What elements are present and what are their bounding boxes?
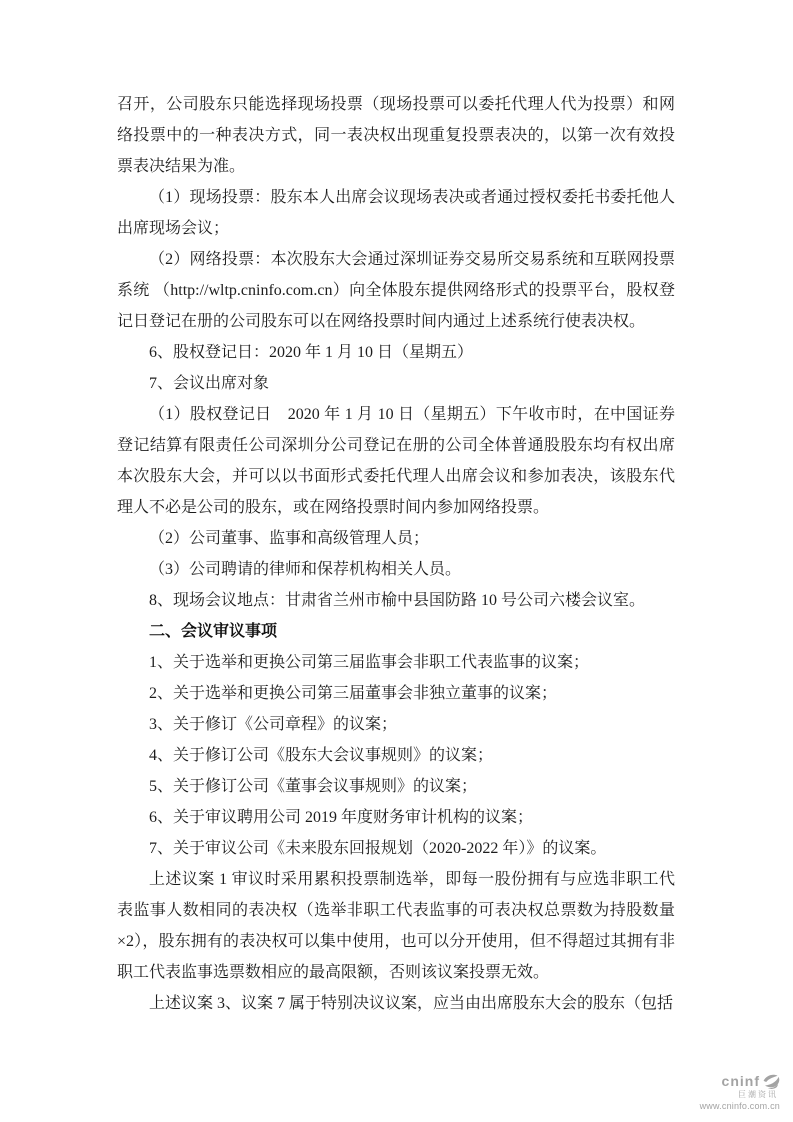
paragraph: 4、关于修订公司《股东大会议事规则》的议案； [149,747,494,764]
paragraph: 1、关于选举和更换公司第三届监事会非职工代表监事的议案； [149,654,590,671]
paragraph: 上述议案 3、议案 7 属于特别决议议案，应当由出席股东大会的股东（包括 [149,995,674,1012]
paragraph: 8、现场会议地点：甘肃省兰州市榆中县国防路 10 号公司六楼会议室。 [149,592,646,609]
cninfo-url-text: www.cninfo.com.cn [699,1101,780,1111]
paragraph: （2）网络投票：本次股东大会通过深圳证券交易所交易系统和互联网投票系统 （http://wltp.cninfo.com.cn）向全体股东提供网络形式的投票平台，股权登记日登记在册的公司股东可以在网络投票时间内通过上述系统行使表决权。 [117,251,675,330]
cninfo-brand-text: cninf [721,1073,760,1089]
cninfo-swirl-icon [762,1073,780,1089]
paragraph: 6、股权登记日：2020 年 1 月 10 日（星期五） [149,344,474,361]
paragraph: 5、关于修订公司《董事会议事规则》的议案； [149,778,478,795]
paragraph: 2、关于选举和更换公司第三届董事会非独立董事的议案； [149,685,558,702]
cninfo-caption-text: 巨潮资讯 [738,1090,778,1099]
paragraph: 6、关于审议聘用公司 2019 年度财务审计机构的议案； [149,809,534,826]
paragraph: （1）现场投票：股东本人出席会议现场表决或者通过授权委托书委托他人出席现场会议； [117,189,675,237]
paragraph: 召开，公司股东只能选择现场投票（现场投票可以委托代理人代为投票）和网络投票中的一种表决方式，同一表决权出现重复投票表决的，以第一次有效投票表决结果为准。 [117,96,675,175]
paragraph: 7、会议出席对象 [149,375,270,392]
paragraph: 7、关于审议公司《未来股东回报规划（2020-2022 年）》的议案。 [149,840,607,857]
document-body [117,89,675,1019]
cninfo-logo [700,1073,780,1112]
section-heading: 二、会议审议事项 [149,623,278,640]
paragraph: （2）公司董事、监事和高级管理人员； [149,530,430,547]
paragraph: 3、关于修订《公司章程》的议案； [149,716,398,733]
cninfo-brand-row [700,1073,780,1089]
paragraph: 上述议案 1 审议时采用累积投票制选举，即每一股份拥有与应选非职工代表监事人数相同的表决权（选举非职工代表监事的可表决权总票数为持股数量×2），股东拥有的表决权可以集中使用，也可以分开使用，但不得超过其拥有非职工代表监事选票数相应的最高限额，否则该议案投票无效。 [117,871,675,981]
paragraph: （1）股权登记日 2020 年 1 月 10 日（星期五）下午收市时，在中国证券登记结算有限责任公司深圳分公司登记在册的公司全体普通股股东均有权出席本次股东大会，并可以以书面形式委托代理人出席会议和参加表决，该股东代理人不必是公司的股东，或在网络投票时间内参加网络投票。 [117,406,675,516]
paragraph: （3）公司聘请的律师和保荐机构相关人员。 [149,561,462,578]
